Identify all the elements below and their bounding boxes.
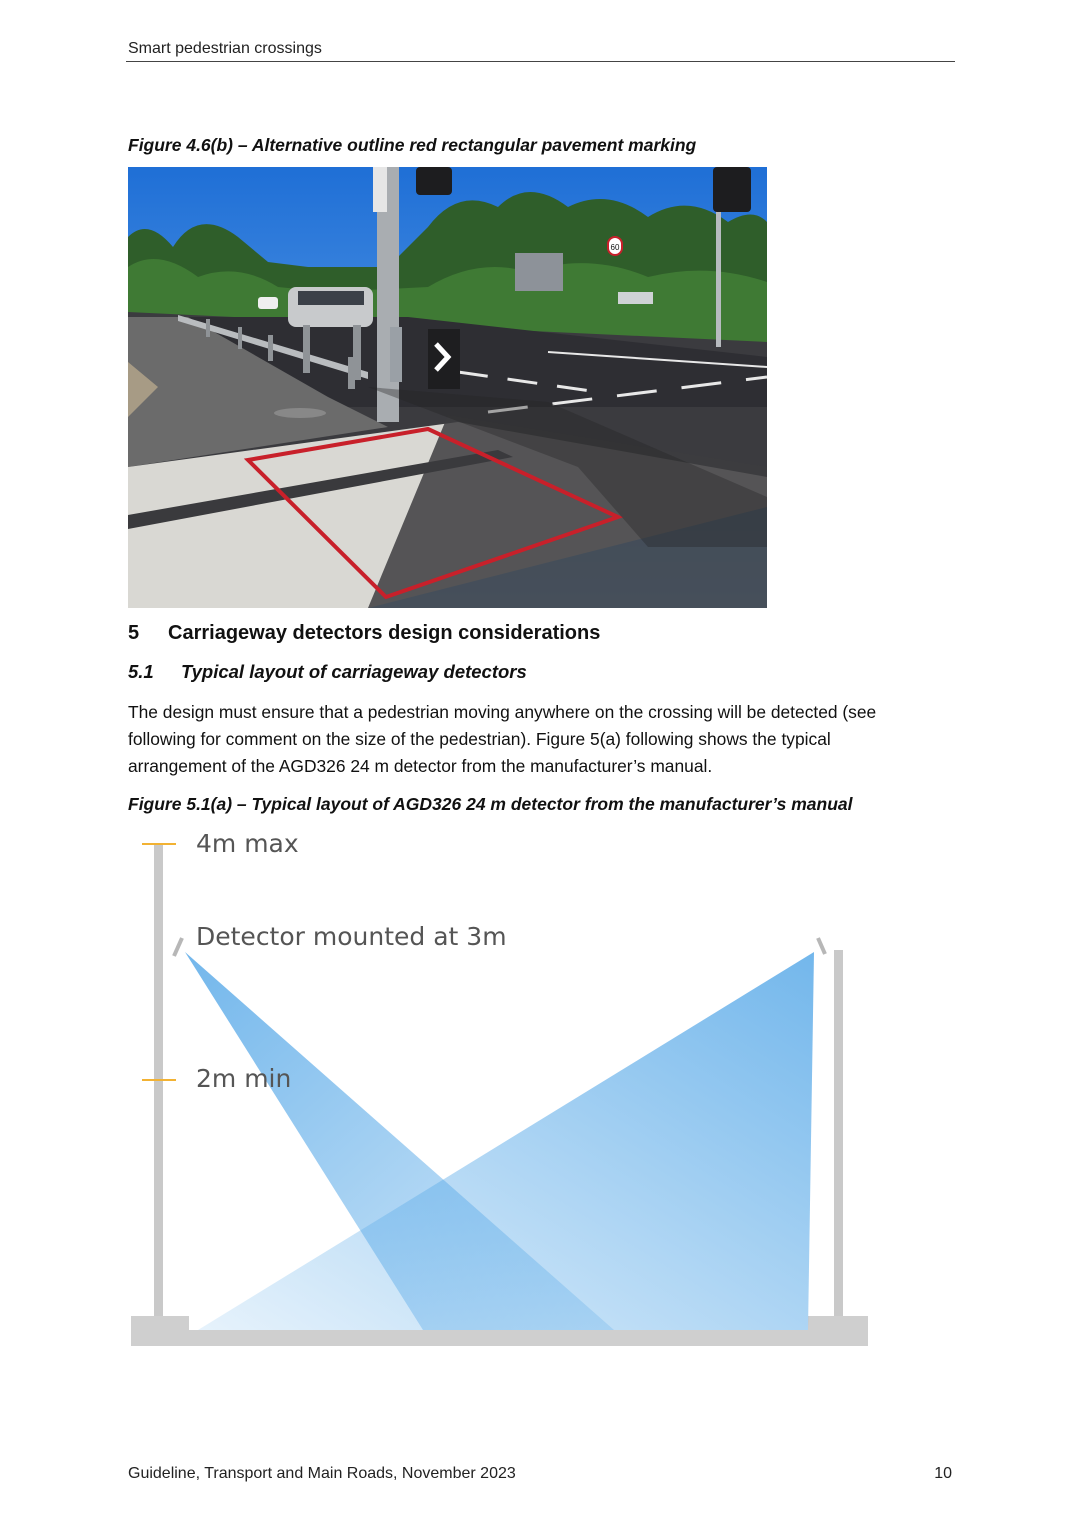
detector-layout-diagram bbox=[128, 826, 878, 1356]
right-detector-icon bbox=[818, 938, 825, 954]
section-number: 5 bbox=[128, 622, 140, 644]
label-2m-min: 2m min bbox=[196, 1064, 292, 1093]
figure-caption-detector: Figure 5.1(a) – Typical layout of AGD326 24 m detector from the manufacturer’s manual bbox=[128, 794, 853, 814]
footer-text: Guideline, Transport and Main Roads, November 2023 bbox=[128, 1465, 516, 1482]
body-paragraph: The design must ensure that a pedestrian moving anywhere on the crossing will be detected (see following for comment on the size of the pedestrian). Figure 5(a) following shows the typical arrangement of the AGD326 24 m detector from the manufacturer’s manual. bbox=[128, 702, 877, 776]
right-detection-beam bbox=[198, 952, 814, 1330]
label-detector-mounted: Detector mounted at 3m bbox=[196, 922, 507, 951]
subsection-number: 5.1 bbox=[128, 661, 154, 682]
pavement-marking-photo bbox=[128, 167, 767, 608]
left-detector-icon bbox=[174, 938, 182, 956]
speed-sign-label: 60 bbox=[610, 243, 620, 252]
figure-caption-pavement: Figure 4.6(b) – Alternative outline red rectangular pavement marking bbox=[128, 135, 697, 155]
header-divider bbox=[126, 61, 955, 62]
header-title: Smart pedestrian crossings bbox=[128, 40, 322, 57]
section-title: Carriageway detectors design considerations bbox=[168, 622, 601, 644]
section-heading bbox=[128, 622, 600, 645]
subsection-heading bbox=[128, 661, 527, 683]
subsection-title: Typical layout of carriageway detectors bbox=[181, 661, 527, 682]
label-4m-max: 4m max bbox=[196, 829, 299, 858]
page-number: 10 bbox=[934, 1465, 952, 1482]
right-pole bbox=[834, 950, 843, 1318]
